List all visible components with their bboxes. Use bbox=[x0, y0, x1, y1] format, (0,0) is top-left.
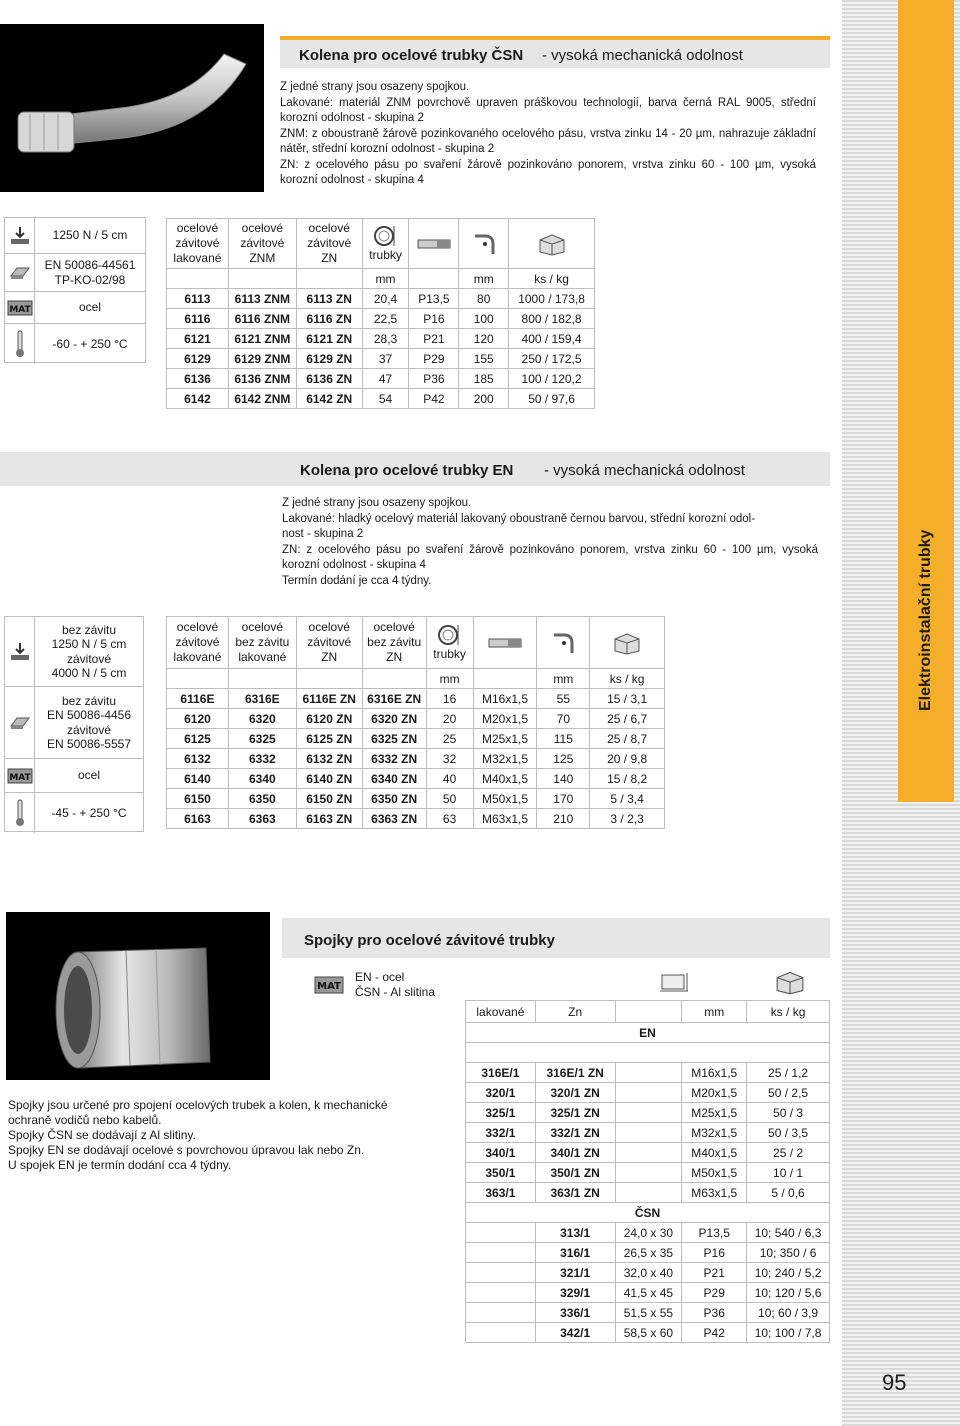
table-row: 6142 6142 ZNM 6142 ZN 54 P42 200 50 / 97,6 bbox=[167, 389, 595, 409]
table-row: 350/1 350/1 ZN M50x1,5 10 / 1 bbox=[466, 1163, 830, 1183]
s1-line-1: Z jedné strany jsou osazeny spojkou. bbox=[280, 81, 470, 93]
section2-title: Kolena pro ocelové trubky EN bbox=[300, 462, 514, 479]
thread-icon bbox=[417, 237, 451, 251]
page-number: 95 bbox=[882, 1370, 907, 1395]
norm-icon bbox=[9, 714, 31, 732]
section1-heading bbox=[280, 36, 830, 68]
s1-col-head-2: ocelové závitové ZNM bbox=[228, 219, 296, 269]
norm-value-1: EN 50086-44561 bbox=[44, 258, 136, 272]
col-head-mm: mm bbox=[682, 1001, 747, 1023]
table-row: 342/1 58,5 x 60 P42 10; 100 / 7,8 bbox=[466, 1323, 830, 1343]
bend-photo bbox=[0, 24, 264, 192]
chapter-label: Elektroinstalační trubky bbox=[917, 529, 934, 711]
s1-line-4: ZN: z ocelového pásu po svaření žárově pozinkováno ponorem, vrstva zinku 60 - 100 µm, vysoká korozní odolnost - skupina 4 bbox=[280, 158, 816, 186]
material-legend bbox=[312, 968, 446, 1000]
norm-icon bbox=[9, 264, 31, 282]
s2-col-head-2: ocelové bez závitu lakované bbox=[228, 617, 296, 669]
section3-title: Spojky pro ocelové závitové trubky bbox=[304, 932, 555, 949]
s2-col-head-1: ocelové závitové lakované bbox=[167, 617, 229, 669]
s2-col-head-thread bbox=[473, 617, 537, 669]
s1-col-head-diameter: trubky bbox=[362, 219, 409, 269]
load-icon bbox=[9, 225, 31, 247]
material-icon bbox=[314, 976, 344, 994]
col-head-zn: Zn bbox=[535, 1001, 615, 1023]
package-icon-box bbox=[768, 966, 812, 998]
table-row: 336/1 51,5 x 55 P36 10; 60 / 3,9 bbox=[466, 1303, 830, 1323]
diameter-icon bbox=[372, 224, 400, 248]
table-row: 316/1 26,5 x 35 P16 10; 350 / 6 bbox=[466, 1243, 830, 1263]
s2-line-2: Lakované: hladký ocelový materiál lakovaný oboustraně černou barvou, střední korozní odol- nost - skupina 2 bbox=[282, 512, 756, 540]
svg-text:MAT: MAT bbox=[8, 304, 31, 315]
s2-col-head-radius bbox=[537, 617, 590, 669]
table-row: 6116E 6316E 6116E ZN 6316E ZN 16 M16x1,5 55 15 / 3,1 bbox=[167, 689, 665, 709]
table-row: 6121 6121 ZNM 6121 ZN 28,3 P21 120 400 / 159,4 bbox=[167, 329, 595, 349]
load-icon bbox=[9, 641, 31, 663]
table-row: 6125 6325 6125 ZN 6325 ZN 25 M25x1,5 115 25 / 8,7 bbox=[167, 729, 665, 749]
section2-properties: bez závitu 1250 N / 5 cm závitové 4000 N / 5 cm bez závitu EN 50086-4456 závitové EN 50086-5557 MAT ocel -45 - + 250 °C bbox=[4, 616, 144, 832]
s2-line-1: Z jedné strany jsou osazeny spojkou. bbox=[282, 497, 472, 509]
en-group-label: EN bbox=[466, 1023, 830, 1043]
s1-col-head-pack bbox=[509, 219, 595, 269]
s1-line-2: Lakované: materiál ZNM povrchově upraven práškovou technologií, barva černá RAL 9005, střední korozní odolnost - skupina 2 bbox=[280, 96, 816, 124]
material-value: ocel bbox=[78, 300, 101, 315]
section1-properties bbox=[4, 217, 146, 363]
section2-heading bbox=[0, 452, 830, 486]
s2-col-head-3: ocelové závitové ZN bbox=[296, 617, 362, 669]
load-value: 1250 N / 5 cm bbox=[52, 228, 128, 243]
dimension-icon-box bbox=[652, 968, 696, 996]
svg-text:MAT: MAT bbox=[317, 981, 341, 992]
thermometer-icon bbox=[15, 330, 25, 358]
coupling-table bbox=[465, 1000, 830, 1343]
table-row: 6132 6332 6132 ZN 6332 ZN 32 M32x1,5 125 20 / 9,8 bbox=[167, 749, 665, 769]
section2-description bbox=[282, 496, 818, 589]
diameter-icon bbox=[436, 623, 464, 647]
table-row: 6163 6363 6163 ZN 6363 ZN 63 M63x1,5 210 3 / 2,3 bbox=[167, 809, 665, 829]
s2-line-4: Termín dodání je cca 4 týdny. bbox=[282, 574, 432, 587]
material-value: ocel bbox=[77, 768, 100, 783]
material-en: EN - ocel bbox=[355, 970, 405, 984]
section2-table: ocelové závitové lakované ocelové bez závitu lakované ocelové závitové ZN ocelové bez závitu ZN trubky mm mm ks / kg 6116E 6316E 6116E ZN 6316E ZN 16 M16x1,5 55 15 / 3,1 6120 6320 6120 ZN 6320 ZN 20 M20x1,5 70 25 / 6,7 6125 6325 6125 ZN 6325 ZN 25 M25x1,5 115 25 / 8,7 6132 6332 6132 ZN 6332 ZN 32 M32x1,5 125 20 / 9,8 6140 6340 6140 ZN 6340 ZN 40 M40x1,5 140 15 / 8,2 6150 6350 6150 ZN 6350 ZN 50 M50x1,5 170 5 / 3,4 6163 6363 6163 ZN 6363 ZN 63 M63x1,5 210 3 / 2,3 bbox=[166, 616, 665, 829]
norm-value-2: TP-KO-02/98 bbox=[54, 272, 126, 287]
s1-col-head-3: ocelové závitové ZN bbox=[296, 219, 362, 269]
csn-group-label: ČSN bbox=[466, 1203, 830, 1223]
s2-col-head-diameter: trubky bbox=[426, 617, 473, 669]
table-row: 6120 6320 6120 ZN 6320 ZN 20 M20x1,5 70 25 / 6,7 bbox=[167, 709, 665, 729]
section3-heading bbox=[282, 918, 830, 958]
col-head-lak: lakované bbox=[466, 1001, 536, 1023]
thermometer-icon bbox=[15, 799, 25, 827]
table-row: 6150 6350 6150 ZN 6350 ZN 50 M50x1,5 170 5 / 3,4 bbox=[167, 789, 665, 809]
section1-title: Kolena pro ocelové trubky ČSN bbox=[299, 47, 524, 64]
section3-description: Spojky jsou určené pro spojení ocelových trubek a kolen, k mechanické ochraně vodičů nebo kabelů. Spojky ČSN se dodávají z Al slitiny. Spojky EN se dodávají ocelové s povrchovou úpravou lak nebo Zn. U spojek EN je termín dodání cca 4 týdny. bbox=[8, 1098, 388, 1172]
temperature-value: -45 - + 250 °C bbox=[51, 805, 127, 820]
coupling-photo bbox=[6, 912, 270, 1080]
s1-col-head-radius bbox=[459, 219, 509, 269]
thread-icon bbox=[488, 636, 522, 650]
section2-subtitle: - vysoká mechanická odolnost bbox=[544, 462, 745, 479]
section1-description bbox=[280, 80, 816, 189]
table-row: 6129 6129 ZNM 6129 ZN 37 P29 155 250 / 172,5 bbox=[167, 349, 595, 369]
s1-line-3: ZNM: z oboustraně žárově pozinkovaného ocelového pásu, vrstva zinku 14 - 20 µm, nahrazuje základní nátěr, střední korozní odolnost - skupina 2 bbox=[280, 127, 816, 155]
material-csn: ČSN - Al slitina bbox=[355, 985, 436, 999]
dimension-icon bbox=[658, 971, 690, 993]
table-row: 320/1 320/1 ZN M20x1,5 50 / 2,5 bbox=[466, 1083, 830, 1103]
col-head-pack: ks / kg bbox=[747, 1001, 830, 1023]
s2-col-head-pack bbox=[590, 617, 665, 669]
radius-icon bbox=[550, 631, 576, 655]
table-row: 325/1 325/1 ZN M25x1,5 50 / 3 bbox=[466, 1103, 830, 1123]
s1-col-head-thread bbox=[409, 219, 459, 269]
table-row: 329/1 41,5 x 45 P29 10; 120 / 5,6 bbox=[466, 1283, 830, 1303]
package-icon bbox=[538, 232, 566, 256]
s2-col-head-4: ocelové bez závitu ZN bbox=[362, 617, 426, 669]
table-row: 313/1 24,0 x 30 P13,5 10; 540 / 6,3 bbox=[466, 1223, 830, 1243]
material-icon bbox=[7, 768, 33, 784]
s1-col-head-1: ocelové závitové lakované bbox=[167, 219, 229, 269]
section1-subtitle: - vysoká mechanická odolnost bbox=[542, 47, 743, 64]
table-row: 6116 6116 ZNM 6116 ZN 22,5 P16 100 800 / 182,8 bbox=[167, 309, 595, 329]
temperature-value: -60 - + 250 °C bbox=[52, 336, 128, 351]
material-icon bbox=[7, 300, 33, 316]
table-row: 316E/1 316E/1 ZN M16x1,5 25 / 1,2 bbox=[466, 1063, 830, 1083]
package-icon bbox=[775, 969, 805, 995]
table-row: 6136 6136 ZNM 6136 ZN 47 P36 185 100 / 120,2 bbox=[167, 369, 595, 389]
table-row: 321/1 32,0 x 40 P21 10; 240 / 5,2 bbox=[466, 1263, 830, 1283]
package-icon bbox=[613, 631, 641, 655]
table-row: 332/1 332/1 ZN M32x1,5 50 / 3,5 bbox=[466, 1123, 830, 1143]
table-row: 340/1 340/1 ZN M40x1,5 25 / 2 bbox=[466, 1143, 830, 1163]
s2-line-3: ZN: z ocelového pásu po svaření žárově pozinkováno ponorem, vrstva zinku 60 - 100 µm, vysoká korozní odolnost - skupina 4 bbox=[282, 543, 818, 571]
table-row: 363/1 363/1 ZN M63x1,5 5 / 0,6 bbox=[466, 1183, 830, 1203]
table-row: 6140 6340 6140 ZN 6340 ZN 40 M40x1,5 140 15 / 8,2 bbox=[167, 769, 665, 789]
section1-table: ocelové závitové lakované ocelové závitové ZNM ocelové závitové ZN trubky mm mm ks / kg 6113 6113 ZNM 6113 ZN 20,4 P13,5 80 1000 / 173,8 6116 6116 ZNM 6116 ZN 22,5 P16 100 800 / 182,8 6121 6121 ZNM 6121 ZN 28,3 P21 120 400 / 159,4 6129 6129 ZNM 6129 ZN 37 P29 155 250 / 172,5 6136 6136 ZNM 6136 ZN 47 P36 185 100 / 120,2 6142 6142 ZNM 6142 ZN 54 P42 200 50 / 97,6 bbox=[166, 218, 595, 409]
table-row: 6113 6113 ZNM 6113 ZN 20,4 P13,5 80 1000 / 173,8 bbox=[167, 289, 595, 309]
svg-text:MAT: MAT bbox=[8, 772, 31, 783]
radius-icon bbox=[471, 232, 497, 256]
